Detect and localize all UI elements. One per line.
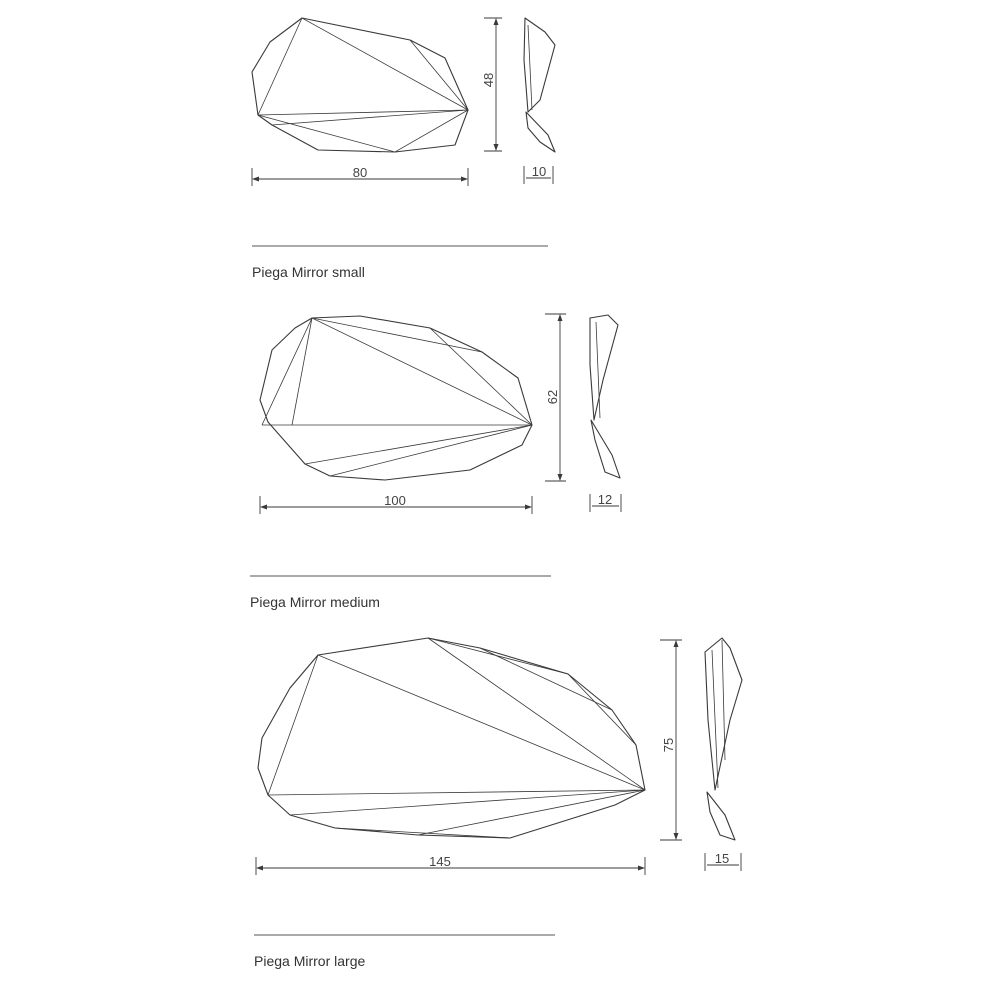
large-depth-dimension [705, 851, 741, 871]
small-depth-dimension [524, 164, 553, 184]
large-height-label: 75 [661, 737, 676, 753]
small-label: Piega Mirror small [252, 264, 365, 280]
medium-front-view [260, 316, 532, 480]
small-side-view [524, 18, 555, 152]
medium-depth-dimension [590, 492, 621, 512]
small-width-label: 80 [352, 165, 368, 180]
variant-large [254, 638, 742, 969]
small-height-dimension [481, 18, 502, 151]
medium-label: Piega Mirror medium [250, 594, 380, 610]
large-label: Piega Mirror large [254, 953, 366, 969]
variant-small [252, 18, 555, 280]
large-depth-label: 15 [714, 851, 730, 866]
small-depth-label: 10 [531, 164, 547, 179]
medium-depth-label: 12 [597, 492, 613, 507]
small-height-label: 48 [481, 72, 496, 88]
small-width-dimension [252, 165, 468, 186]
large-width-label: 145 [429, 854, 451, 869]
large-height-dimension [660, 640, 682, 840]
small-front-view [252, 18, 468, 152]
variant-medium [250, 314, 621, 610]
large-width-dimension [256, 854, 645, 875]
large-side-view [705, 638, 742, 840]
medium-width-label: 100 [384, 493, 406, 508]
medium-width-dimension [260, 493, 532, 514]
medium-side-view [590, 315, 620, 478]
medium-height-label: 62 [545, 389, 560, 405]
medium-height-dimension [545, 314, 566, 481]
large-front-view [258, 638, 645, 838]
